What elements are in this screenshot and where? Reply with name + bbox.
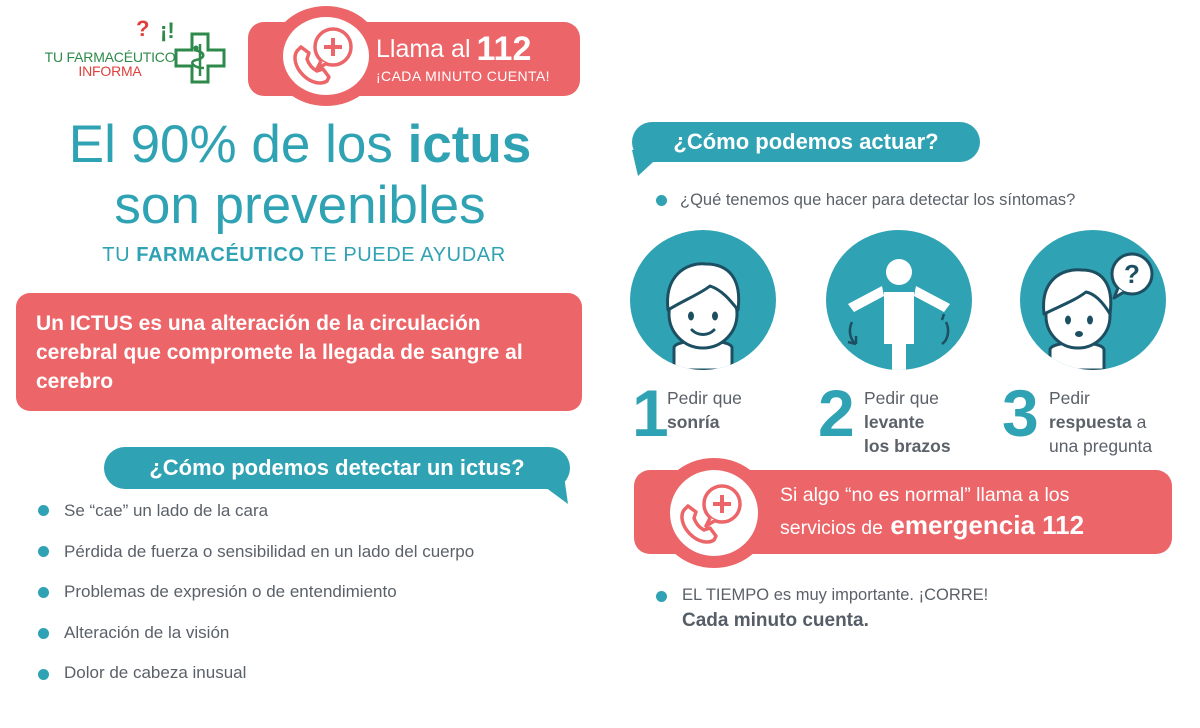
logo-text (40, 50, 180, 78)
step-2-bold: levante (864, 412, 925, 432)
pharmacy-cross-icon (174, 32, 226, 84)
call-label: Llama al (376, 35, 471, 63)
list-item: Problemas de expresión o de entendimiento (64, 582, 397, 601)
step-3-illustration (1020, 230, 1166, 370)
bullet-dot (656, 591, 667, 602)
question-face-icon (1020, 230, 1166, 370)
bullet-dot (38, 628, 49, 639)
definition-box: Un ICTUS es una alteración de la circulación cerebral que compromete la llegada de sangre al cerebro (16, 293, 582, 411)
emergency-icon-badge (656, 458, 772, 568)
subhead-bold: FARMACÉUTICO (136, 244, 305, 266)
headline (0, 114, 600, 236)
bullet-dot (38, 546, 49, 557)
step-number: 2 (818, 376, 855, 450)
step-3-after-bold: a (1136, 412, 1147, 432)
call-line (376, 30, 576, 69)
act-question: ¿Qué tenemos que hacer para detectar los síntomas? (680, 191, 1076, 209)
step-2-illustration (826, 230, 972, 370)
act-heading: ¿Cómo podemos actuar? (632, 122, 980, 162)
subhead-pre: TU (102, 244, 131, 266)
speech-bubble-tail (632, 150, 668, 180)
svg-text:?: ? (1124, 259, 1140, 289)
pharmacy-logo (36, 16, 226, 88)
list-item: Se “cae” un lado de la cara (64, 501, 269, 520)
headline-line2: son prevenibles (114, 176, 486, 235)
subhead-post: TE PUEDE AYUDAR (310, 244, 506, 266)
call-icon-badge (270, 6, 382, 106)
time-emphasis: Cada minuto cuenta. (682, 610, 869, 631)
phone-help-icon (670, 470, 758, 556)
emergency-line2 (780, 510, 1172, 541)
step-number: 1 (632, 376, 669, 450)
step-2-text (864, 386, 951, 458)
bullet-dot (38, 587, 49, 598)
step-2-bold2: los brazos (864, 436, 951, 456)
bullet-dot (38, 505, 49, 516)
logo-line1: TU FARMACÉUTICO (44, 49, 176, 65)
phone-help-icon (283, 17, 369, 95)
step-1-line1: Pedir que (667, 388, 742, 408)
step-1-illustration (630, 230, 776, 370)
logo-question-mark: ? (136, 16, 150, 41)
emergency-number: emergencia 112 (890, 510, 1085, 540)
list-item: Alteración de la visión (64, 623, 230, 642)
bullet-dot (656, 195, 667, 206)
speech-bubble-tail (530, 476, 570, 506)
step-1-text (667, 386, 742, 434)
smiling-face-icon (630, 230, 776, 370)
step-3-text (1049, 386, 1152, 458)
bullet-dot (38, 669, 49, 680)
step-3-line3: una pregunta (1049, 436, 1153, 456)
call-subtitle: ¡CADA MINUTO CUENTA! (376, 68, 550, 84)
step-1-bold: sonría (667, 412, 720, 432)
step-number: 3 (1002, 376, 1039, 450)
logo-line2: INFORMA (78, 63, 142, 79)
headline-line1: El 90% de los (68, 115, 393, 174)
call-number: 112 (476, 30, 532, 68)
subheading (0, 244, 608, 267)
emergency-line1: Si algo “no es normal” llama a los (780, 484, 1070, 506)
list-item: Pérdida de fuerza o sensibilidad en un lado del cuerpo (64, 542, 475, 561)
list-item: Dolor de cabeza inusual (64, 663, 247, 682)
step-3-bold: respuesta (1049, 412, 1132, 432)
logo-exclamation-mark: ¡! (160, 18, 175, 43)
step-3-line1: Pedir (1049, 388, 1090, 408)
raised-arms-icon (826, 230, 972, 370)
headline-bold: ictus (407, 115, 532, 174)
step-2-line1: Pedir que (864, 388, 939, 408)
time-text: EL TIEMPO es muy importante. ¡CORRE! (682, 586, 989, 604)
detect-heading: ¿Cómo podemos detectar un ictus? (104, 447, 570, 489)
emergency-line2-pre: servicios de (780, 517, 883, 539)
